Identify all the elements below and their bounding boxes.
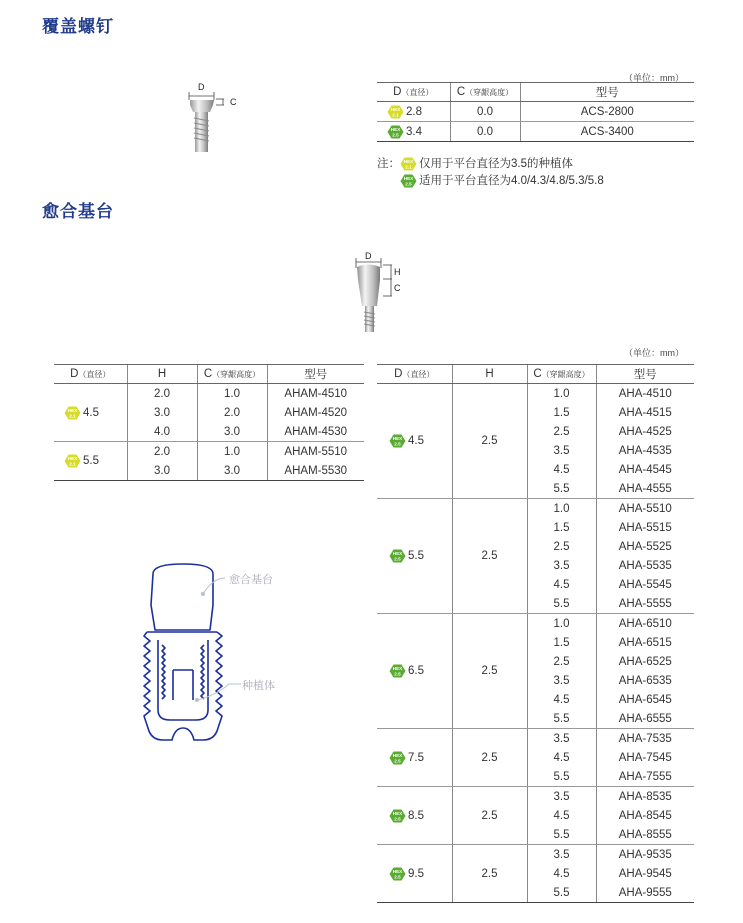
svg-text:HEX: HEX [390, 126, 401, 132]
d-value: 5.5 [83, 455, 99, 468]
c-value: 1.0 [527, 614, 596, 634]
model-value: AHA-8555 [596, 825, 694, 845]
h-value: 3.0 [127, 461, 197, 481]
d-value: 4.5 [408, 435, 424, 448]
svg-text:HEX: HEX [392, 810, 403, 816]
d-value: 2.8 [406, 105, 422, 118]
hex-yellow-badge-icon [64, 454, 81, 468]
header-c: C [456, 86, 466, 98]
c-value: 2.5 [527, 652, 596, 671]
d-group-cell [377, 787, 452, 845]
c-value: 0.0 [450, 102, 520, 122]
svg-text:HEX: HEX [392, 666, 403, 671]
c-value: 4.5 [527, 864, 596, 883]
model-value: AHA-8535 [596, 787, 694, 807]
svg-text:2.1: 2.1 [69, 413, 76, 418]
abutment-unit-label: （单位：mm） [624, 348, 684, 358]
c-value: 5.5 [527, 825, 596, 845]
table-row [377, 499, 694, 519]
d-group-cell [377, 845, 452, 903]
c-value: 5.5 [527, 883, 596, 903]
svg-text:HEX: HEX [392, 868, 403, 874]
note-prefix: 注： [377, 158, 400, 170]
c-value: 2.5 [527, 422, 596, 441]
svg-text:HEX: HEX [67, 456, 78, 461]
c-value: 4.5 [527, 460, 596, 479]
c-value: 3.5 [527, 441, 596, 460]
cover-screw-image [180, 80, 250, 160]
header-c-main: C [533, 368, 542, 380]
header-c-main: C [203, 368, 213, 380]
svg-text:HEX: HEX [403, 158, 414, 164]
svg-text:HEX: HEX [392, 551, 403, 556]
diagram-label-abutment: 愈合基台 [229, 574, 273, 586]
cover-screw-table [377, 82, 694, 142]
h-value: 4.0 [127, 422, 197, 442]
h-group-cell: 2.5 [452, 614, 527, 729]
header-d-sub: （直径） [401, 88, 434, 97]
cover-screw-title: 覆盖螺钉 [42, 17, 114, 37]
model-value: AHA-4510 [596, 384, 694, 404]
model-value: AHAM-4530 [267, 422, 364, 442]
header-c-sub: （穿龈高度） [212, 370, 261, 379]
h-group-cell: 2.5 [452, 729, 527, 787]
header-h: H [127, 365, 197, 384]
table-row [54, 384, 364, 404]
d-group-cell [54, 442, 127, 481]
c-value: 3.5 [527, 787, 596, 807]
c-value: 1.0 [197, 442, 267, 462]
header-d [54, 365, 127, 384]
svg-text:HEX: HEX [392, 436, 403, 441]
header-model: 型号 [267, 365, 364, 384]
svg-text:2.1: 2.1 [392, 112, 399, 117]
model-value: AHA-5515 [596, 518, 694, 537]
abutment-fig-h-label: H [394, 267, 401, 277]
diagram-label-implant: 种植体 [242, 680, 275, 692]
c-value: 2.5 [527, 537, 596, 556]
model-value: AHA-6545 [596, 690, 694, 709]
model-value: AHA-9545 [596, 864, 694, 883]
abutment-fig-c-label: C [394, 283, 401, 293]
model-value: ACS-2800 [520, 102, 694, 122]
table-row [377, 384, 694, 404]
c-value: 1.0 [527, 499, 596, 519]
model-value: AHA-5510 [596, 499, 694, 519]
d-value: 3.4 [406, 125, 422, 138]
model-value: AHA-7535 [596, 729, 694, 749]
hex-green-badge-icon [389, 434, 406, 448]
implant-diagram [125, 560, 325, 750]
svg-text:2.1: 2.1 [69, 461, 76, 467]
table-header-row [54, 365, 364, 384]
model-value: AHA-4555 [596, 479, 694, 499]
svg-text:HEX: HEX [67, 407, 78, 413]
model-value: AHAM-4510 [267, 384, 364, 404]
table-row [377, 614, 694, 634]
d-group-cell [377, 729, 452, 787]
c-value: 1.5 [527, 633, 596, 652]
model-value: AHA-5545 [596, 575, 694, 594]
model-value: AHA-6515 [596, 633, 694, 652]
model-value: AHA-6510 [596, 614, 694, 634]
c-value: 4.5 [527, 690, 596, 709]
hex-green-badge-icon [387, 125, 404, 139]
model-value: AHA-6525 [596, 652, 694, 671]
model-value: AHA-5555 [596, 594, 694, 614]
h-value: 2.0 [127, 442, 197, 462]
d-group-cell [377, 614, 452, 729]
note-line-2 [377, 173, 604, 190]
model-value: AHA-4515 [596, 403, 694, 422]
hex-green-badge-icon [389, 867, 406, 881]
d-group-cell [377, 499, 452, 614]
table-row [377, 729, 694, 749]
d-value: 9.5 [408, 867, 424, 880]
h-group-cell: 2.5 [452, 845, 527, 903]
header-model: 型号 [596, 365, 694, 384]
c-value: 5.5 [527, 594, 596, 614]
svg-text:2.5: 2.5 [405, 181, 412, 187]
svg-text:HEX: HEX [390, 106, 401, 112]
note-1-text: 仅用于平台直径为3.5的种植体 [419, 158, 573, 170]
table-row [377, 122, 694, 142]
c-value: 1.5 [527, 403, 596, 422]
d-group-cell [54, 384, 127, 442]
cover-unit-label: （单位：mm） [624, 73, 684, 83]
model-value: AHA-8545 [596, 806, 694, 825]
c-value: 5.5 [527, 479, 596, 499]
svg-text:2.5: 2.5 [394, 671, 401, 677]
c-value: 3.5 [527, 729, 596, 749]
model-value: AHA-5525 [596, 537, 694, 556]
abutment-right-table [377, 364, 694, 903]
c-value: 4.5 [527, 748, 596, 767]
svg-text:2.5: 2.5 [394, 556, 401, 562]
svg-text:2.5: 2.5 [394, 816, 401, 821]
header-c-sub: （穿龈高度） [541, 370, 590, 379]
header-d-sub: （直径） [402, 370, 435, 379]
model-value: AHA-4535 [596, 441, 694, 460]
model-value: AHAM-5510 [267, 442, 364, 462]
h-value: 2.0 [127, 384, 197, 404]
svg-text:2.5: 2.5 [392, 132, 399, 137]
healing-abutment-title: 愈合基台 [42, 202, 114, 222]
abutment-left-table [54, 364, 364, 481]
c-value: 1.5 [527, 518, 596, 537]
svg-text:2.5: 2.5 [394, 874, 401, 879]
healing-abutment-image [350, 250, 420, 340]
hex-green-badge-icon [389, 751, 406, 765]
model-value: AHA-6535 [596, 671, 694, 690]
h-group-cell: 2.5 [452, 499, 527, 614]
header-d [377, 365, 452, 384]
model-value: AHA-9555 [596, 883, 694, 903]
cover-fig-c-label: C [230, 97, 237, 107]
table-header-row [377, 365, 694, 384]
model-value: AHA-4545 [596, 460, 694, 479]
c-value: 3.5 [527, 671, 596, 690]
c-value: 5.5 [527, 767, 596, 787]
cover-fig-d-label: D [198, 82, 205, 92]
header-d-sub: （直径） [78, 370, 111, 379]
hex-yellow-badge-icon [64, 406, 81, 420]
header-c [197, 365, 267, 384]
c-value: 1.0 [197, 384, 267, 404]
header-h: H [452, 365, 527, 384]
svg-text:2.1: 2.1 [405, 164, 412, 170]
svg-text:2.5: 2.5 [394, 758, 401, 763]
svg-text:2.5: 2.5 [394, 441, 401, 447]
model-value: AHA-6555 [596, 709, 694, 729]
d-group-cell [377, 384, 452, 499]
d-value: 5.5 [408, 550, 424, 563]
h-value: 3.0 [127, 403, 197, 422]
hex-green-badge-icon [389, 809, 406, 823]
c-value: 1.0 [527, 384, 596, 404]
d-value: 4.5 [83, 406, 99, 419]
table-row [377, 102, 694, 122]
cover-notes [377, 156, 604, 190]
c-value: 4.5 [527, 806, 596, 825]
c-value: 5.5 [527, 709, 596, 729]
table-row [377, 787, 694, 807]
svg-text:HEX: HEX [392, 752, 403, 758]
model-value: AHA-7545 [596, 748, 694, 767]
model-value: AHAM-5530 [267, 461, 364, 481]
hex-green-badge-icon [389, 664, 406, 678]
hex-yellow-badge-icon [400, 157, 417, 171]
hex-green-badge-icon [400, 174, 417, 188]
model-value: AHA-4525 [596, 422, 694, 441]
cover-table-header [377, 83, 694, 102]
c-value: 3.0 [197, 461, 267, 481]
model-value: AHA-5535 [596, 556, 694, 575]
d-value: 8.5 [408, 809, 424, 822]
model-value: AHA-9535 [596, 845, 694, 865]
c-value: 3.5 [527, 556, 596, 575]
h-group-cell: 2.5 [452, 787, 527, 845]
svg-text:HEX: HEX [403, 175, 414, 181]
abutment-fig-d-label: D [365, 251, 372, 261]
hex-yellow-badge-icon [387, 105, 404, 119]
model-value: AHAM-4520 [267, 403, 364, 422]
header-d-main: D [394, 368, 403, 380]
d-value: 6.5 [408, 665, 424, 678]
table-row [54, 442, 364, 462]
c-value: 3.5 [527, 845, 596, 865]
model-value: ACS-3400 [520, 122, 694, 142]
d-value: 7.5 [408, 751, 424, 764]
note-2-text: 适用于平台直径为4.0/4.3/4.8/5.3/5.8 [419, 175, 604, 187]
note-line-1 [377, 156, 604, 173]
header-model: 型号 [520, 83, 694, 102]
model-value: AHA-7555 [596, 767, 694, 787]
header-d-main: D [70, 368, 79, 380]
hex-green-badge-icon [389, 549, 406, 563]
c-value: 2.0 [197, 403, 267, 422]
header-d: D [393, 86, 402, 98]
header-c [527, 365, 596, 384]
header-c-sub: （穿龈高度） [465, 88, 514, 97]
c-value: 3.0 [197, 422, 267, 442]
h-group-cell: 2.5 [452, 384, 527, 499]
c-value: 4.5 [527, 575, 596, 594]
table-row [377, 845, 694, 865]
c-value: 0.0 [450, 122, 520, 142]
